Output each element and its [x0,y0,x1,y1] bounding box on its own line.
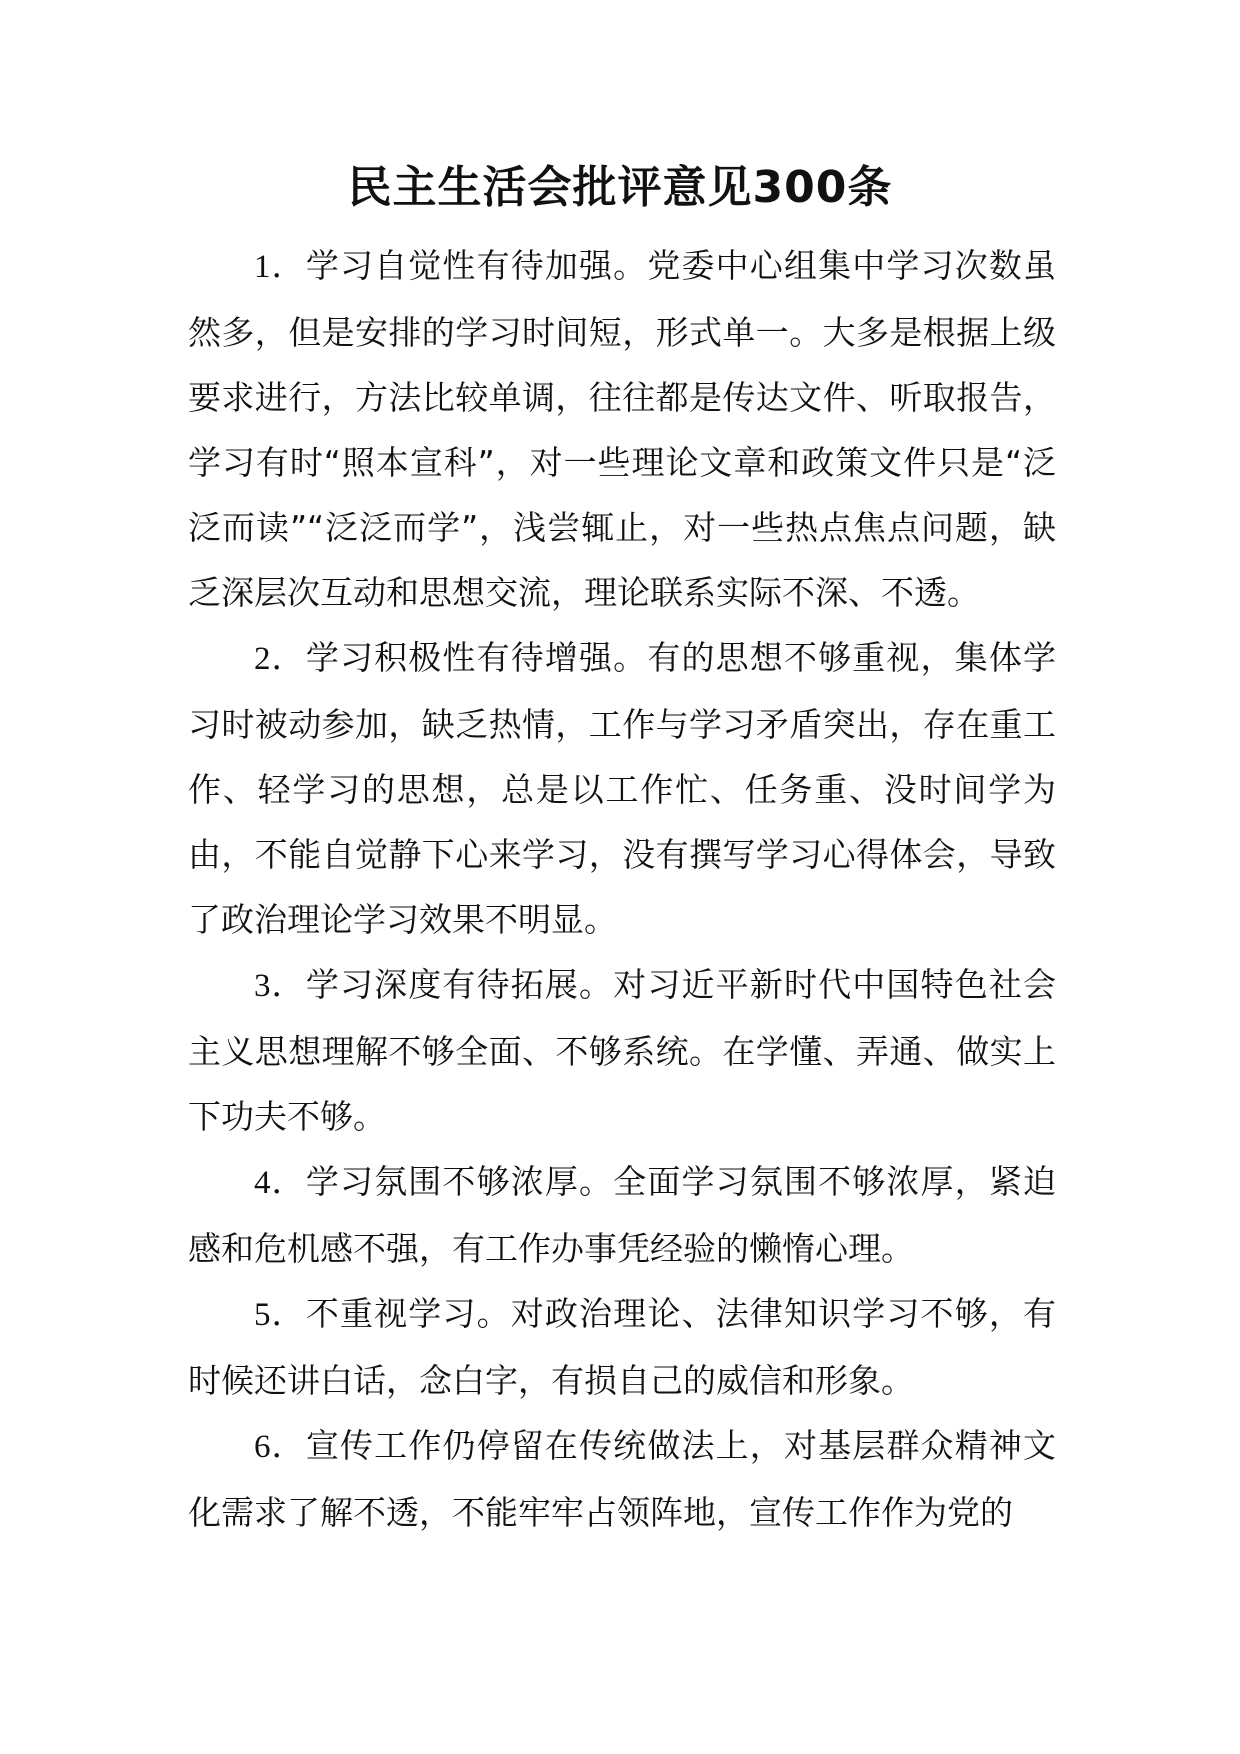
item-number: 1． [254,249,306,285]
paragraph-item-1 [188,233,1056,625]
paragraph-item-6 [188,1413,1056,1545]
paragraph-item-4 [188,1149,1056,1281]
item-number: 4． [254,1165,306,1201]
document-body [188,233,1056,1545]
item-text: 学习自觉性有待加强。党委中心组集中学习次数虽然多，但是安排的学习时间短，形式单一。大多是根据上级要求进行，方法比较单调，往往都是传达文件、听取报告，学习有时“照本宣科”，对一些理论文章和政策文件只是“泛泛而读”“泛泛而学”，浅尝辄止，对一些热点焦点问题，缺乏深层次互动和思想交流，理论联系实际不深、不透。 [188,246,1057,612]
paragraph-item-5 [188,1281,1056,1413]
item-text: 学习深度有待拓展。对习近平新时代中国特色社会主义思想理解不够全面、不够系统。在学懂、弄通、做实上下功夫不够。 [188,965,1057,1136]
item-text: 宣传工作仍停留在传统做法上，对基层群众精神文化需求了解不透，不能牢牢占领阵地，宣传工作作为党的 [188,1426,1057,1532]
item-text: 学习积极性有待增强。有的思想不够重视，集体学习时被动参加，缺乏热情，工作与学习矛盾突出，存在重工作、轻学习的思想，总是以工作忙、任务重、没时间学为由，不能自觉静下心来学习，没有撰写学习心得体会，导致了政治理论学习效果不明显。 [188,638,1057,939]
item-number: 6． [254,1429,306,1465]
item-text: 学习氛围不够浓厚。全面学习氛围不够浓厚，紧迫感和危机感不强，有工作办事凭经验的懒惰心理。 [188,1162,1057,1268]
item-number: 3． [254,968,306,1004]
item-number: 5． [254,1297,306,1333]
paragraph-item-2 [188,625,1056,952]
item-text: 不重视学习。对政治理论、法律知识学习不够，有时候还讲白话，念白字，有损自己的威信和形象。 [188,1294,1057,1400]
item-number: 2． [254,641,306,677]
paragraph-item-3 [188,952,1056,1149]
document-title: 民主生活会批评意见300条 [347,162,893,213]
